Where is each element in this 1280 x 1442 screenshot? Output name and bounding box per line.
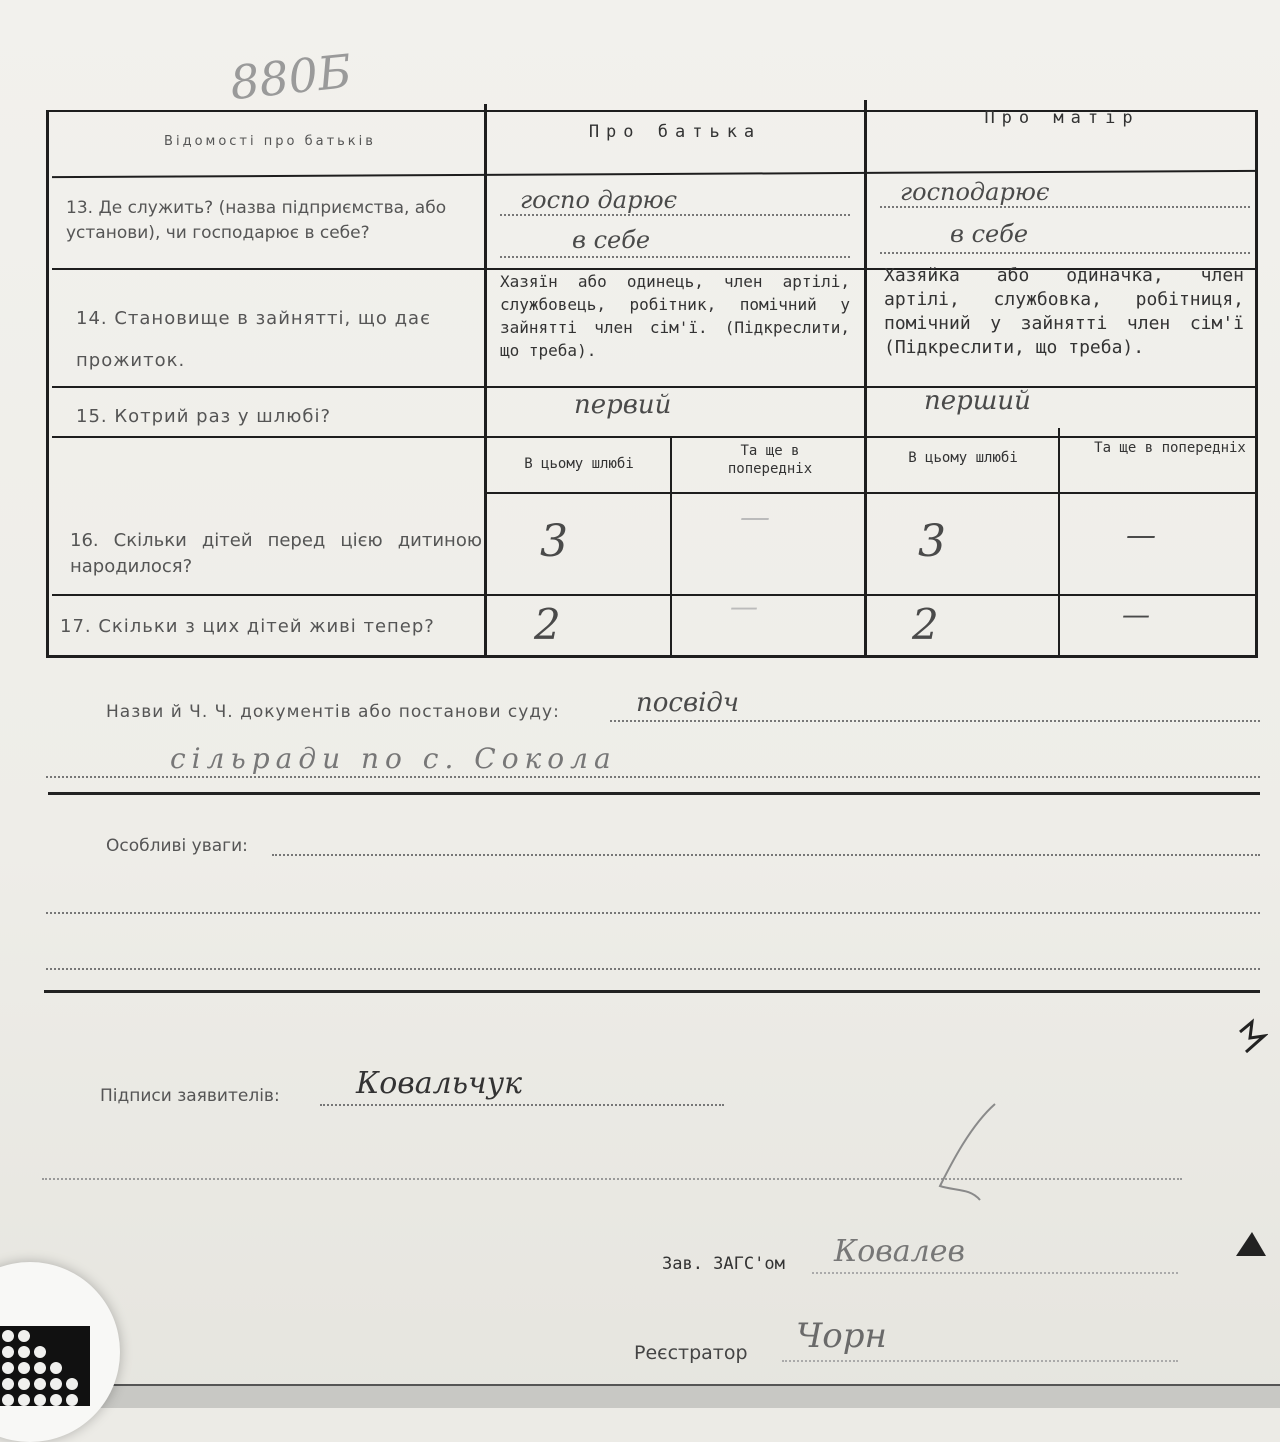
row-13-mother-line2: в себе <box>950 220 1029 248</box>
stamp-number: 880Б <box>227 43 355 111</box>
row-16-father-this: 3 <box>540 516 568 567</box>
subheader-father-previous: Та ще в попередніх <box>727 443 813 477</box>
registrar-label: Реєстратор <box>634 1342 748 1364</box>
dotted-line <box>320 1104 724 1106</box>
zags-head-signature: Ковалев <box>834 1234 965 1269</box>
subheader-mother-previous: Та ще в попередніх <box>1094 440 1246 456</box>
row-17-mother-previous: — <box>1122 598 1150 631</box>
row-13-label: 13. Де служить? (назва підприємства, або установи), чи господарює в себе? <box>66 198 447 243</box>
table-divider <box>670 436 672 658</box>
row-16-label: 16. Скільки дітей перед цією дитиною народилося? <box>70 530 482 577</box>
dotted-line <box>42 1178 1182 1180</box>
row-13-mother-line1: господарює <box>900 178 1050 206</box>
dotted-line <box>46 968 1260 970</box>
row-13-father-line1: госпо дарює <box>520 186 678 214</box>
table-divider <box>864 100 867 658</box>
applicants-signature-label: Підписи заявителів: <box>100 1086 280 1106</box>
dotted-line <box>880 252 1250 254</box>
documents-hand-line2: сільради по с. Сокола <box>170 742 617 775</box>
row-14-label: 14. Становище в зайнятті, що дає прожиток. <box>76 308 431 371</box>
dotted-line <box>610 720 1260 722</box>
row-15-mother-value: перший <box>924 386 1031 416</box>
row-17-mother-this: 2 <box>912 600 939 649</box>
table-divider <box>52 386 1258 388</box>
row-14-father-options: Хазяїн або одинець, член артілі, службовець, робітник, помічний у зайнятті член сім'ї. (Підкреслити, що треба). <box>500 272 850 360</box>
dotted-line <box>272 854 1260 856</box>
header-parents-info: Відомості про батьків <box>164 134 376 149</box>
dotted-line <box>500 256 850 258</box>
documents-label: Назви й Ч. Ч. документів або постанови суду: <box>106 702 560 722</box>
dotted-line <box>782 1360 1178 1362</box>
row-17-father-this: 2 <box>534 600 561 649</box>
row-15-father-value: первий <box>574 390 672 420</box>
section-divider <box>48 792 1260 795</box>
subheader-mother-this-marriage: В цьому шлюбі <box>908 450 1018 466</box>
row-16-mother-previous: — <box>1126 518 1156 553</box>
row-16-father-previous: — <box>740 500 770 535</box>
dotted-line <box>880 206 1250 208</box>
table-divider <box>52 436 1258 438</box>
notes-label: Особливі уваги: <box>106 836 248 856</box>
row-14-mother-options: Хазяйка або одиначка, член артілі, службовка, робітниця, помічний у зайнятті член сім'ї (Підкреслити, що треба). <box>884 265 1244 358</box>
page-bottom-edge <box>100 1384 1280 1408</box>
row-13-father-line2: в себе <box>572 226 651 254</box>
header-mother: Про матір <box>984 108 1140 128</box>
header-father: Про батька <box>588 122 762 142</box>
dotted-line <box>46 912 1260 914</box>
signature-stroke <box>900 1096 1010 1216</box>
row-16-mother-this: 3 <box>918 516 946 567</box>
subheader-father-this-marriage: В цьому шлюбі <box>524 456 634 472</box>
table-divider <box>1058 428 1060 658</box>
table-divider <box>52 594 1258 596</box>
table-divider <box>486 492 1258 494</box>
registrar-signature: Чорн <box>796 1316 887 1356</box>
ink-mark <box>1232 1226 1272 1262</box>
binding-holes <box>0 1326 90 1406</box>
row-17-father-previous: — <box>730 590 758 623</box>
dotted-line <box>500 214 850 216</box>
dotted-line <box>812 1272 1178 1274</box>
row-15-label: 15. Котрий раз у шлюбі? <box>76 406 332 427</box>
ink-mark <box>1236 1012 1268 1056</box>
row-17-label: 17. Скільки з цих дітей живі тепер? <box>60 616 435 637</box>
documents-hand-line1: посвідч <box>636 688 740 718</box>
table-divider <box>484 104 487 658</box>
section-divider <box>44 990 1260 993</box>
zags-head-label: Зав. ЗАГС'ом <box>662 1254 785 1274</box>
dotted-line <box>46 776 1260 778</box>
applicants-signature: Ковальчук <box>356 1066 523 1101</box>
